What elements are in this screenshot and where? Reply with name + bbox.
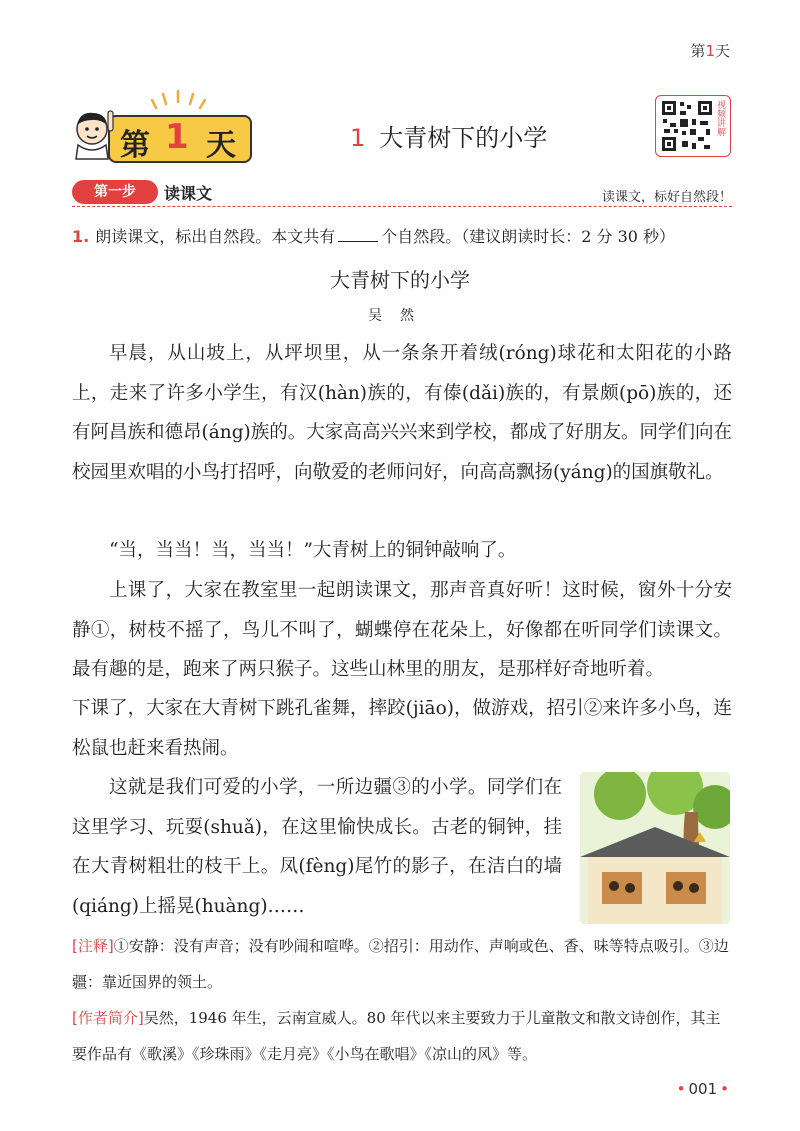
qr-code-icon[interactable]: [660, 99, 714, 153]
task-question: [72, 224, 675, 247]
lesson-number: 1: [350, 124, 366, 152]
paragraph-2: “当，当当！当，当当！”大青树上的铜钟敲响了。: [109, 540, 517, 561]
paragraph-1: 早晨，从山坡上，从坪坝里，从一条条开着绒(róng)球花和太阳花的小路上，走来了许多小学生，有汉(hàn)族的，有傣(dǎi)族的，有景颇(pō)族的，还有阿昌族和德昂(áng)族的。大家高高兴兴来到学校，都成了好朋友。同学们向在校园里欢唱的小鸟打招呼，向敬爱的老师问好，向高高飘扬(yáng)的国旗敬礼。: [72, 343, 732, 483]
page-number: • 001 •: [674, 1080, 732, 1098]
corner-post: 天: [714, 42, 730, 60]
notes-text: ①安静：没有声音；没有吵闹和喧哗。②招引：用动作、声响或色、香、味等特点吸引。③边疆：靠近国界的领土。: [72, 937, 729, 991]
step-divider: [72, 206, 732, 207]
badge-text-1: 第: [120, 128, 150, 163]
paragraph-5: 这就是我们可爱的小学，一所边疆③的小学。同学们在这里学习、玩耍(shuǎ)，在这里愉快成长。古老的铜钟，挂在大青树粗壮的枝干上。凤(fèng)尾竹的影子，在洁白的墙(qiáng)上摇晃(huàng)……: [72, 777, 562, 917]
lesson-title-text: 大青树下的小学: [379, 124, 548, 152]
lesson-title: [350, 118, 547, 153]
badge-text-3: 天: [206, 128, 236, 163]
qr-label: 视频讲解: [715, 100, 725, 136]
sun-rays-icon: [150, 88, 210, 110]
day-corner-label: [690, 40, 730, 61]
step-hint: 读课文，标好自然段！: [601, 190, 732, 205]
paragraph-4: 下课了，大家在大青树下跳孔雀舞，摔跤(jiāo)，做游戏，招引②来许多小鸟，连松鼠也赶来看热闹。: [72, 698, 732, 759]
mascot-icon: [68, 105, 120, 161]
article-author: 吴然: [368, 308, 432, 324]
qr-code-block[interactable]: [655, 95, 731, 157]
day-badge: [108, 115, 252, 163]
answer-blank[interactable]: [338, 241, 378, 242]
step-pill: 第一步: [72, 180, 158, 204]
notes-tag: [注释]: [72, 937, 114, 955]
author-intro-text: 吴然，1946 年生，云南宣威人。80 年代以来主要致力于儿童散文和散文诗创作，其主要作品有《歌溪》《珍珠雨》《走月亮》《小鸟在歌唱》《凉山的风》等。: [72, 1009, 721, 1063]
author-intro-block: [72, 1000, 732, 1072]
notes-block: [72, 928, 732, 1000]
school-illustration: [580, 772, 730, 924]
author-intro-tag: [作者简介]: [72, 1009, 144, 1027]
paragraph-3: 上课了，大家在教室里一起朗读课文，那声音真好听！这时候，窗外十分安静①，树枝不摇了，鸟儿不叫了，蝴蝶停在花朵上，好像都在听同学们读课文。最有趣的是，跑来了两只猴子。这些山林里的朋友，是那样好奇地听着。: [72, 580, 732, 680]
badge-text-2: 1: [165, 117, 189, 157]
corner-num: 1: [705, 42, 715, 60]
corner-pre: 第: [690, 42, 706, 60]
task-text-after: 个自然段。（建议朗读时长：2 分 30 秒）: [381, 227, 676, 246]
task-number: 1.: [72, 227, 90, 246]
task-text-before: 朗读课文，标出自然段。本文共有: [95, 227, 336, 246]
article-title: 大青树下的小学: [330, 268, 470, 292]
step-label: 读课文: [164, 184, 213, 203]
